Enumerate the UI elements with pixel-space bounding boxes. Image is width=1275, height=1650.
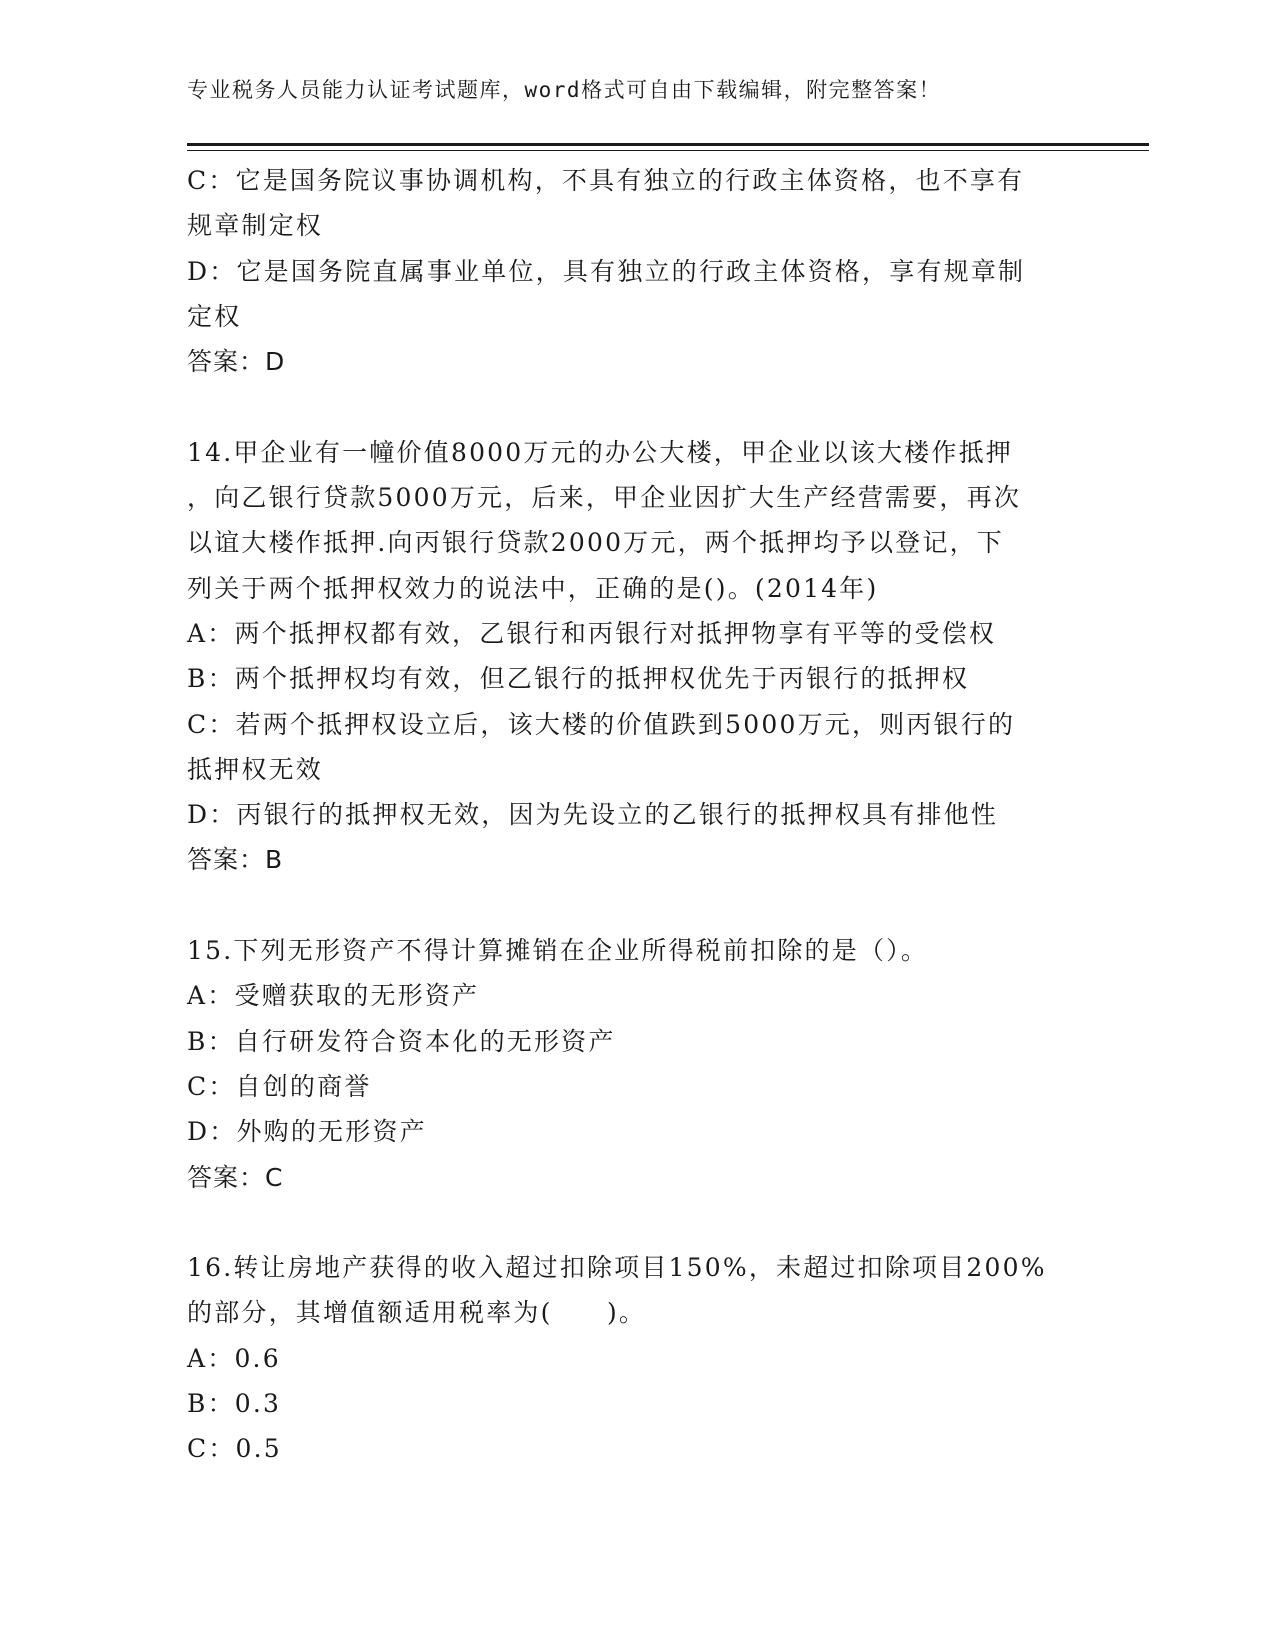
q15-option-c: C：自创的商誉 [187, 1071, 372, 1101]
q15-option-d: D：外购的无形资产 [187, 1117, 427, 1147]
q16-option-c: C：0.5 [187, 1434, 282, 1464]
question-15 [187, 928, 1087, 1200]
spacer [187, 883, 1087, 928]
q16-option-b: B：0.3 [187, 1389, 282, 1419]
q14-option-a: A：两个抵押权都有效，乙银行和丙银行对抵押物享有平等的受偿权 [187, 618, 997, 648]
q14-stem-line1: 14.甲企业有一幢价值8000万元的办公大楼，甲企业以该大楼作抵押 [187, 437, 1013, 467]
q14-option-d: D：丙银行的抵押权无效，因为先设立的乙银行的抵押权具有排他性 [187, 800, 999, 830]
q15-option-a: A：受赠获取的无形资产 [187, 981, 480, 1011]
q15-answer: 答案：C [187, 1162, 284, 1192]
q14-option-c-line1: C：若两个抵押权设立后，该大楼的价值跌到5000万元，则丙银行的 [187, 709, 1016, 739]
q16-option-a: A：0.6 [187, 1343, 281, 1373]
q14-stem-line2: ，向乙银行贷款5000万元，后来，甲企业因扩大生产经营需要，再次 [187, 483, 1022, 513]
spacer [187, 384, 1087, 429]
q15-option-b: B：自行研发符合资本化的无形资产 [187, 1026, 616, 1056]
q13-option-c-line1: C：它是国务院议事协调机构，不具有独立的行政主体资格，也不享有 [187, 166, 1025, 195]
header-rule-thin [187, 150, 1149, 151]
q15-stem: 15.下列无形资产不得计算摊销在企业所得税前扣除的是（）。 [187, 936, 929, 966]
question-13 [187, 158, 1087, 384]
q13-answer: 答案：D [187, 347, 286, 377]
q16-stem-line2: 的部分，其增值额适用税率为( )。 [187, 1298, 647, 1328]
q14-answer: 答案：B [187, 845, 284, 875]
page-header: 专业税务人员能力认证考试题库，word格式可自由下载编辑，附完整答案！ [187, 78, 942, 102]
q14-stem-line3: 以谊大楼作抵押.向丙银行贷款2000万元，两个抵押均予以登记，下 [187, 528, 1004, 558]
document-body [187, 158, 1087, 1472]
question-14 [187, 430, 1087, 883]
q14-stem-line4: 列关于两个抵押权效力的说法中，正确的是()。(2014年) [187, 573, 879, 603]
q13-option-c-line2: 规章制定权 [187, 211, 324, 241]
q13-option-d-line1: D：它是国务院直属事业单位，具有独立的行政主体资格，享有规章制 [187, 256, 1026, 286]
q13-option-d-line2: 定权 [187, 301, 242, 331]
q14-option-b: B：两个抵押权均有效，但乙银行的抵押权优先于丙银行的抵押权 [187, 664, 970, 694]
header-rule-thick [187, 143, 1149, 146]
question-16 [187, 1245, 1087, 1471]
q16-stem-line1: 16.转让房地产获得的收入超过扣除项目150%，未超过扣除项目200% [187, 1253, 1047, 1283]
spacer [187, 1200, 1087, 1245]
q14-option-c-line2: 抵押权无效 [187, 754, 324, 784]
